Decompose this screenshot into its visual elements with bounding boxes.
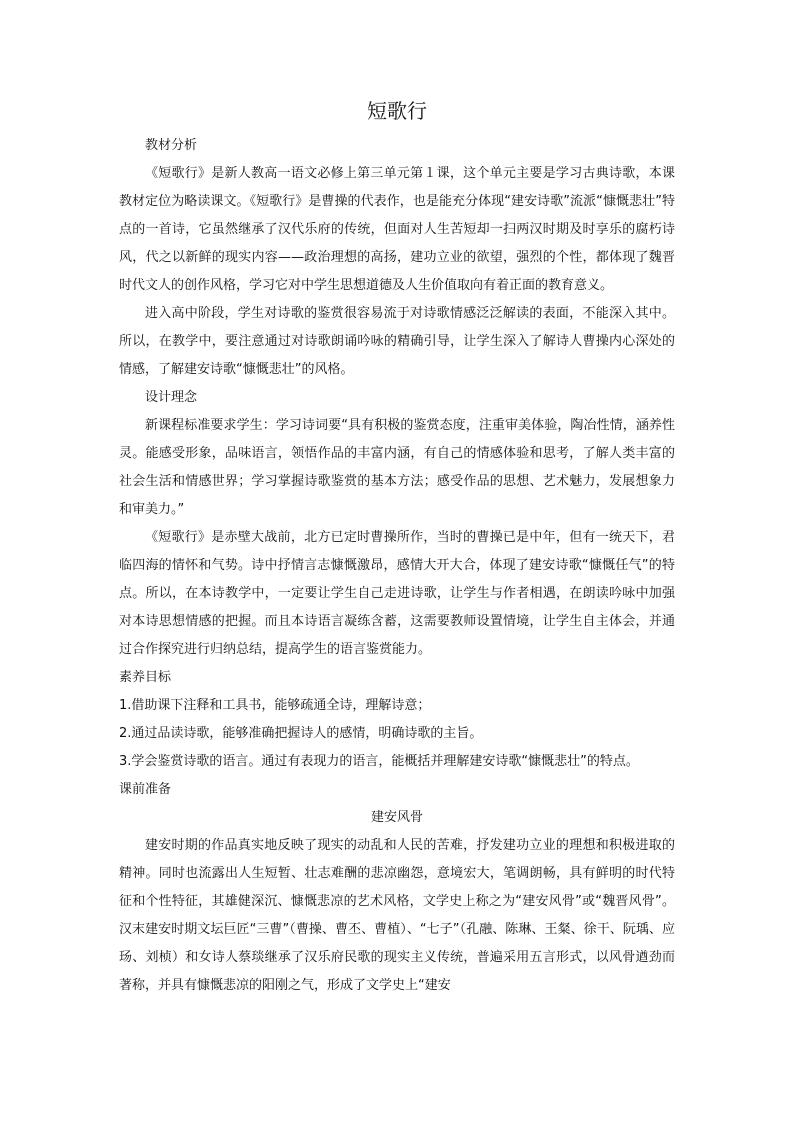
paragraph-analysis-1: 《短歌行》是新人教高一语文必修上第三单元第１课，这个单元主要是学习古典诗歌，本课教材定位为略读课文。《短歌行》是曹操的代表作，也是能充分体现“建安诗歌”流派“慷慨悲壮”特点的一首诗，它虽然继承了汉代乐府的传统，但面对人生苦短却一扫两汉时期及时享乐的腐朽诗风，代之以新鲜的现实内容——政治理想的高扬，建功立业的欲望，强烈的个性，都体现了魏晋时代文人的创作风格，学习它对中学生思想道德及人生价值取向有着正面的教育意义。 — [119, 166, 675, 293]
paragraph-analysis-2: 进入高中阶段，学生对诗歌的鉴赏很容易流于对诗歌情感泛泛解读的表面，不能深入其中。所以，在教学中，要注意通过对诗歌朗诵吟咏的精确引导，让学生深入了解诗人曹操内心深处的情感，了解建安诗歌“慷慨悲壮”的风格。 — [119, 306, 675, 377]
goal-item-3: 3.学会鉴赏诗歌的语言。通过有表现力的语言，能概括并理解建安诗歌“慷慨悲壮”的特点。 — [119, 754, 639, 769]
section-heading-goals: 素养目标 — [119, 670, 172, 685]
goal-item-2: 2.通过品读诗歌，能够准确把握诗人的感情，明确诗歌的主旨。 — [119, 726, 483, 741]
document-body — [119, 96, 675, 1000]
goal-item-1: 1.借助课下注释和工具书，能够疏通全诗，理解诗意； — [119, 698, 431, 713]
document-title: 短歌行 — [367, 99, 427, 123]
preparation-subtitle: 建安风骨 — [370, 810, 423, 825]
section-heading-design: 设计理念 — [145, 390, 198, 405]
paragraph-design-1: 新课程标准要求学生：学习诗词要“具有积极的鉴赏态度，注重审美体验，陶冶性情，涵养性灵。能感受形象，品味语言，领悟作品的丰富内涵，有自己的情感体验和思考，了解人类丰富的社会生活和情感世界；学习掌握诗歌鉴赏的基本方法；感受作品的思想、艺术魅力，发展想象力和审美力。” — [119, 418, 675, 517]
paragraph-design-2: 《短歌行》是赤壁大战前，北方已定时曹操所作，当时的曹操已是中年，但有一统天下，君临四海的情怀和气势。诗中抒情言志慷慨激昂，感情大开大合，体现了建安诗歌“慷慨任气”的特点。所以，在本诗教学中，一定要让学生自己走进诗歌，让学生与作者相遇，在朗读吟咏中加强对本诗思想情感的把握。而且本诗语言凝练含蓄，这需要教师设置情境，让学生自主体会，并通过合作探究进行归纳总结，提高学生的语言鉴赏能力。 — [119, 530, 675, 657]
section-heading-analysis: 教材分析 — [145, 138, 198, 153]
paragraph-preparation-1: 建安时期的作品真实地反映了现实的动乱和人民的苦难，抒发建功立业的理想和积极进取的精神。同时也流露出人生短暂、壮志难酬的悲凉幽怨，意境宏大，笔调朗畅，具有鲜明的时代特征和个性特征，其雄健深沉、慷慨悲凉的艺术风格，文学史上称之为“建安风骨”或“魏晋风骨”。 汉末建安时期文坛巨匠“三曹”（曹操、曹丕、曹植）、“七子”（孔融、陈琳、王粲、徐干、阮瑀、应玚、刘桢）和女诗人蔡琰继承了汉乐府民歌的现实主义传统，普遍采用五言形式，以风骨遒劲而著称，并具有慷慨悲凉的阳刚之气，形成了文学史上“建安 — [119, 838, 675, 993]
section-heading-preparation: 课前准备 — [119, 782, 172, 797]
